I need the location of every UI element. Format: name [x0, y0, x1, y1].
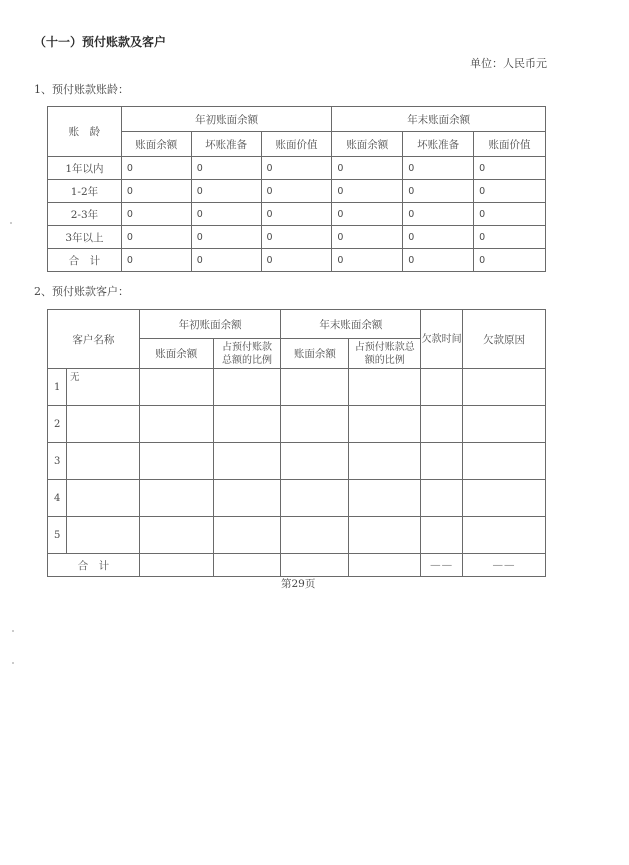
table-cell: 0: [261, 249, 332, 272]
table-cell: [213, 369, 281, 406]
table-cell: [139, 406, 213, 443]
row-number: 4: [48, 480, 67, 517]
table-row: [48, 203, 546, 226]
table-cell: 0: [332, 249, 403, 272]
table-cell: 0: [191, 157, 261, 180]
row-number: 3: [48, 443, 67, 480]
total-row: [48, 249, 546, 272]
section-title: （十一）预付账款及客户: [34, 35, 167, 49]
sub-header: 账面余额: [121, 132, 191, 157]
table-row: [48, 443, 546, 480]
table-cell: 0: [403, 180, 474, 203]
age-column-header: 账 龄: [48, 107, 122, 157]
total-label: 合 计: [48, 249, 122, 272]
table-cell: [213, 554, 281, 577]
table-cell: [349, 480, 421, 517]
start-balance-group-header: 年初账面余额: [139, 310, 281, 339]
table-cell: [139, 443, 213, 480]
customer-name: [66, 406, 139, 443]
table-cell: 0: [191, 180, 261, 203]
table-cell: [213, 406, 281, 443]
table-cell: [349, 517, 421, 554]
table-cell: [463, 480, 546, 517]
age-label: 1年以内: [48, 157, 122, 180]
table-cell: 0: [261, 157, 332, 180]
aging-table: [47, 106, 546, 272]
table-row: [48, 180, 546, 203]
table-cell: 0: [403, 226, 474, 249]
table-cell: [349, 554, 421, 577]
age-label: 1-2年: [48, 180, 122, 203]
total-label: 合 计: [48, 554, 140, 577]
sub-header: 账面价值: [261, 132, 332, 157]
table-cell: [421, 406, 463, 443]
balance-sub-header: 账面余额: [281, 339, 349, 369]
scan-speck: [10, 222, 12, 224]
table-row: [48, 226, 546, 249]
ratio-sub-header: 占预付账款总额的比例: [213, 339, 281, 369]
table-cell: [281, 554, 349, 577]
owe-time-header: 欠款时间: [421, 310, 463, 369]
table-cell: 0: [474, 157, 546, 180]
sub-header: 坏账准备: [191, 132, 261, 157]
table-cell: [421, 369, 463, 406]
table-cell: 0: [191, 249, 261, 272]
table-cell: 0: [332, 203, 403, 226]
scan-speck: [12, 630, 14, 632]
customer-section-title: 2、预付账款客户：: [34, 285, 129, 298]
table-cell: [281, 517, 349, 554]
owe-reason-total: ——: [463, 554, 546, 577]
table-cell: 0: [332, 157, 403, 180]
table-cell: 0: [261, 203, 332, 226]
owe-reason-header: 欠款原因: [463, 310, 546, 369]
table-row: [48, 157, 546, 180]
age-label: 2-3年: [48, 203, 122, 226]
table-cell: [349, 406, 421, 443]
table-cell: 0: [191, 226, 261, 249]
table-cell: [421, 480, 463, 517]
total-row: [48, 554, 546, 577]
table-cell: 0: [332, 226, 403, 249]
table-cell: [139, 480, 213, 517]
currency-unit: 单位：人民币元: [470, 57, 547, 70]
sub-header: 账面余额: [332, 132, 403, 157]
age-label: 3年以上: [48, 226, 122, 249]
owe-time-total: ——: [421, 554, 463, 577]
table-cell: [463, 406, 546, 443]
sub-header: 坏账准备: [403, 132, 474, 157]
end-balance-group-header: 年末账面余额: [281, 310, 421, 339]
customer-name: 无: [66, 369, 139, 406]
table-cell: 0: [121, 226, 191, 249]
table-cell: [281, 443, 349, 480]
table-cell: 0: [403, 203, 474, 226]
table-cell: [139, 554, 213, 577]
table-cell: [139, 369, 213, 406]
customer-table: [47, 309, 546, 577]
row-number: 5: [48, 517, 67, 554]
row-number: 1: [48, 369, 67, 406]
table-cell: [463, 369, 546, 406]
end-balance-group-header: 年末账面余额: [332, 107, 546, 132]
page-number: 第29页: [281, 578, 316, 590]
table-cell: [421, 443, 463, 480]
row-number: 2: [48, 406, 67, 443]
customer-name: [66, 480, 139, 517]
table-cell: [281, 406, 349, 443]
table-cell: [349, 443, 421, 480]
table-cell: 0: [474, 249, 546, 272]
table-cell: 0: [261, 180, 332, 203]
table-cell: [421, 517, 463, 554]
table-cell: [213, 517, 281, 554]
aging-section-title: 1、预付账款账龄：: [34, 83, 129, 96]
table-cell: 0: [474, 203, 546, 226]
customer-name-header: 客户名称: [48, 310, 140, 369]
table-cell: 0: [121, 249, 191, 272]
table-cell: [349, 369, 421, 406]
table-cell: [139, 517, 213, 554]
table-cell: 0: [403, 157, 474, 180]
table-row: [48, 517, 546, 554]
table-cell: 0: [261, 226, 332, 249]
scan-speck: [12, 662, 14, 664]
table-cell: 0: [121, 157, 191, 180]
table-cell: 0: [332, 180, 403, 203]
start-balance-group-header: 年初账面余额: [121, 107, 332, 132]
table-cell: 0: [191, 203, 261, 226]
table-cell: [213, 480, 281, 517]
table-cell: [463, 443, 546, 480]
table-cell: [281, 480, 349, 517]
table-row: [48, 369, 546, 406]
customer-name: [66, 443, 139, 480]
customer-name: [66, 517, 139, 554]
table-cell: [463, 517, 546, 554]
table-row: [48, 480, 546, 517]
balance-sub-header: 账面余额: [139, 339, 213, 369]
table-cell: 0: [474, 226, 546, 249]
table-row: [48, 406, 546, 443]
sub-header: 账面价值: [474, 132, 546, 157]
table-cell: 0: [474, 180, 546, 203]
table-cell: 0: [403, 249, 474, 272]
ratio-sub-header: 占预付账款总额的比例: [349, 339, 421, 369]
table-cell: [213, 443, 281, 480]
table-cell: 0: [121, 180, 191, 203]
table-cell: 0: [121, 203, 191, 226]
table-cell: [281, 369, 349, 406]
